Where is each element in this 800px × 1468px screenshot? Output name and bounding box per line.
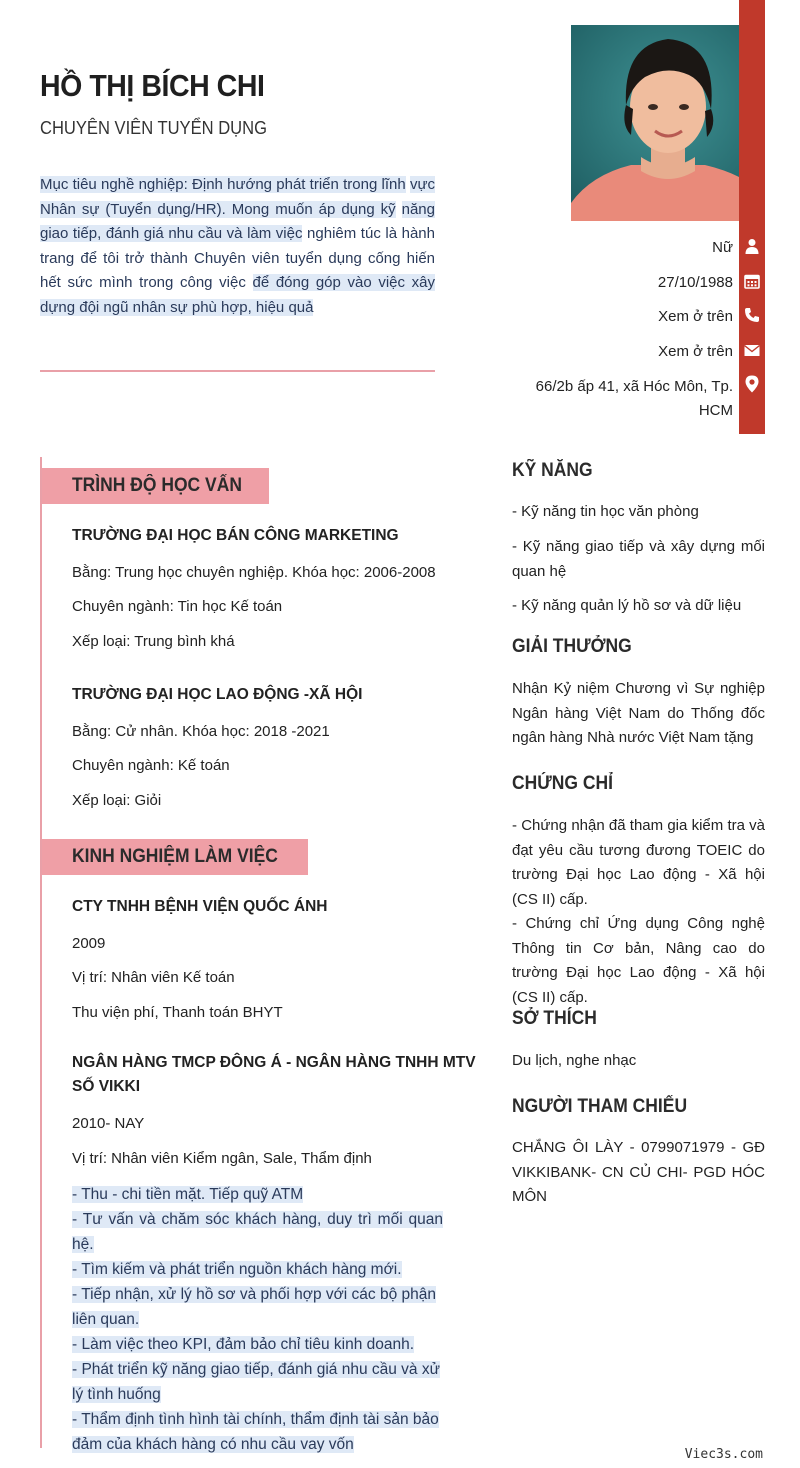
person-icon	[744, 238, 760, 254]
duty-list	[72, 1182, 443, 1457]
duty-text: - Phát triển kỹ năng giao tiếp, đánh giá nhu cầu và xử	[72, 1361, 440, 1378]
skill-item: - Kỹ năng quản lý hồ sơ và dữ liệu	[512, 597, 742, 614]
job-title: CHUYÊN VIÊN TUYỂN DỤNG	[40, 118, 267, 138]
career-objective	[40, 173, 435, 321]
duty-text: - Thẩm định tình hình tài chính, thẩm định tài sản bảo	[72, 1411, 439, 1428]
education-heading	[42, 468, 269, 504]
address-line: 66/2b ấp 41, xã Hóc Môn, Tp.	[535, 378, 733, 395]
phone-icon	[744, 307, 760, 323]
duty-text: đảm của khách hàng có nhu cầu vay vốn	[72, 1436, 354, 1453]
contact-phone: Xem ở trên	[658, 308, 733, 325]
experience-heading	[42, 839, 308, 875]
work-position: Vị trí: Nhân viên Kiểm ngân, Sale, Thẩm định	[72, 1150, 372, 1167]
contact-address	[536, 375, 733, 423]
objective-line: dựng đội ngũ nhân sự phù hợp, hiệu quả	[40, 298, 314, 316]
duty-item	[72, 1382, 443, 1407]
award-text: Nhận Kỷ niệm Chương vì Sự nghiệp Ngân hàng Việt Nam do Thống đốc ngân hàng Nhà nước Việt Nam tặng	[512, 680, 765, 747]
degree-text: Bằng: Trung học chuyên nghiệp. Khóa học: 2006-2008	[72, 564, 436, 581]
profile-photo	[571, 25, 765, 221]
contact-sidebar-strip	[739, 0, 765, 434]
duty-item	[72, 1357, 443, 1382]
footer-watermark: Viec3s.com	[684, 1447, 763, 1462]
certificate-item: - Chứng nhận đã tham gia kiểm tra và đạt yêu cầu tương đương TOEIC do trường Đại học Lao động - Xã hội (CS II) cấp.	[512, 817, 765, 908]
address-line: HCM	[698, 402, 733, 419]
education-heading-text: TRÌNH ĐỘ HỌC VẤN	[72, 475, 242, 496]
portrait-image	[571, 25, 765, 221]
candidate-name: HỒ THỊ BÍCH CHI	[40, 68, 265, 103]
objective-line: năng giao tiếp, đánh giá nhu cầu và làm việc	[40, 200, 435, 243]
hobbies-heading: SỞ THÍCH	[512, 1008, 597, 1029]
duty-item	[72, 1282, 443, 1307]
objective-line: vực Nhân sự (Tuyển dụng/HR). Mong muốn áp dụng kỹ	[40, 176, 435, 218]
duty-item	[72, 1432, 443, 1457]
work-position: Vị trí: Nhân viên Kế toán	[72, 969, 235, 986]
duty-item	[72, 1182, 443, 1207]
mail-icon	[744, 342, 760, 358]
duty-text: liên quan.	[72, 1311, 140, 1328]
calendar-icon	[744, 273, 760, 289]
experience-heading-text: KINH NGHIỆM LÀM VIỆC	[72, 846, 278, 867]
school-name: TRƯỜNG ĐẠI HỌC LAO ĐỘNG -XÃ HỘI	[72, 686, 363, 703]
timeline-line	[40, 457, 42, 1448]
company-name: NGÂN HÀNG TMCP ĐÔNG Á - NGÂN HÀNG TNHH MTV	[72, 1054, 476, 1071]
major-text: Chuyên ngành: Kế toán	[72, 757, 230, 774]
duty-text: lý tình huống	[72, 1386, 161, 1403]
contact-gender: Nữ	[712, 239, 733, 256]
duty-item	[72, 1332, 443, 1357]
duty-item	[72, 1407, 443, 1432]
objective-line: hành trang để tôi trở thành Chuyên viên tuyển dụng cống	[40, 225, 435, 267]
duty-text: - Thu - chi tiền mặt. Tiếp quỹ ATM	[72, 1186, 304, 1203]
objective-line: Mục tiêu nghề nghiệp: Định hướng phát triển trong lĩnh	[40, 176, 406, 193]
reference-text: CHẮNG ÔI LÀY - 0799071979 - GĐ VIKKIBANK- CN CỦ CHI- PGD HÓC MÔN	[512, 1139, 765, 1206]
work-period: 2009	[72, 935, 106, 952]
objective-line: nghiêm túc là	[307, 225, 398, 243]
certificates-heading: CHỨNG CHỈ	[512, 773, 613, 794]
objective-line: hiến hết sức mình trong công việc	[40, 249, 436, 292]
school-name: TRƯỜNG ĐẠI HỌC BÁN CÔNG MARKETING	[72, 527, 399, 544]
skills-heading: KỸ NĂNG	[512, 460, 593, 481]
hobbies-text: Du lịch, nghe nhạc	[512, 1052, 637, 1069]
work-period: 2010- NAY	[72, 1115, 145, 1132]
certificate-item: - Chứng chỉ Ứng dụng Công nghệ Thông tin Cơ bản, Nâng cao do trường Đại học Lao động - Xã hội (CS II) cấp.	[512, 915, 765, 1006]
duty-text: - Tìm kiếm và phát triển nguồn khách hàng mới.	[72, 1261, 402, 1278]
header-divider	[40, 370, 435, 372]
awards-heading: GIẢI THƯỞNG	[512, 636, 632, 657]
work-detail: Thu viện phí, Thanh toán BHYT	[72, 1004, 283, 1021]
duty-item	[72, 1307, 443, 1332]
duty-item	[72, 1207, 443, 1257]
rank-text: Xếp loại: Giỏi	[72, 792, 162, 809]
major-text: Chuyên ngành: Tin học Kế toán	[72, 598, 283, 615]
duty-text: - Làm việc theo KPI, đảm bảo chỉ tiêu kinh doanh.	[72, 1336, 415, 1353]
company-name: CTY TNHH BỆNH VIỆN QUỐC ÁNH	[72, 898, 328, 915]
contact-birthday: 27/10/1988	[657, 274, 733, 291]
duty-text: - Tiếp nhận, xử lý hồ sơ và phối hợp với các bộ phận	[72, 1286, 436, 1303]
duty-text: - Tư vấn và chăm sóc khách hàng, duy trì mối quan hệ.	[72, 1211, 443, 1253]
references-heading: NGƯỜI THAM CHIẾU	[512, 1096, 688, 1117]
degree-text: Bằng: Cử nhân. Khóa học: 2018 -2021	[72, 723, 330, 740]
duty-item	[72, 1257, 443, 1282]
rank-text: Xếp loại: Trung bình khá	[72, 633, 235, 650]
location-icon	[744, 375, 760, 393]
skill-item: - Kỹ năng giao tiếp và xây dựng mối quan hệ	[512, 538, 765, 580]
company-name: SỐ VIKKI	[72, 1078, 141, 1095]
contact-email: Xem ở trên	[658, 343, 733, 360]
skill-item: - Kỹ năng tin học văn phòng	[512, 503, 699, 520]
objective-line: để đóng góp vào việc xây	[252, 274, 435, 292]
